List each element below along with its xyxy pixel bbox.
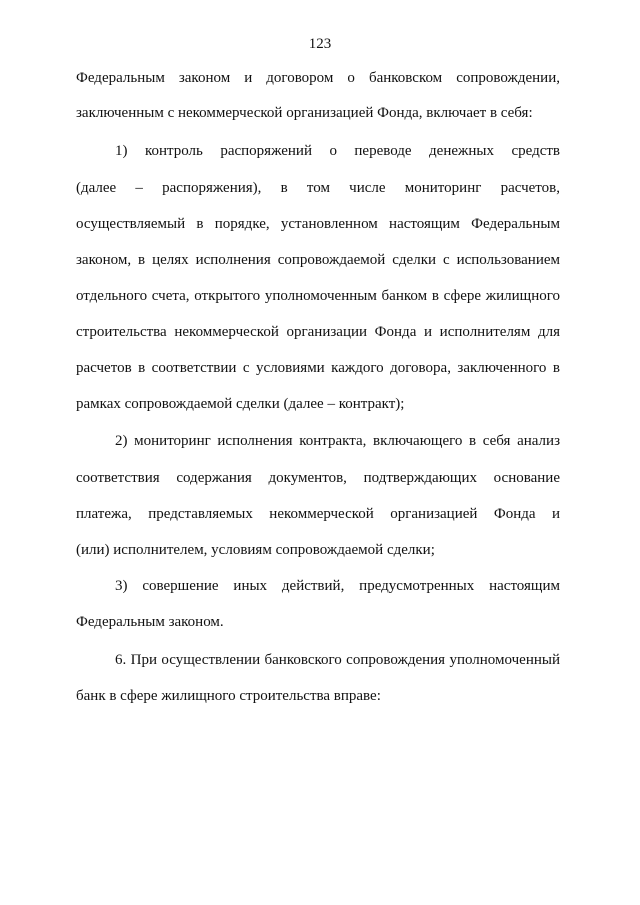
text-line: банк в сфере жилищного строительства вправе: xyxy=(76,688,381,704)
text-line: 6. При осуществлении банковского сопровождения уполномоченный xyxy=(115,652,560,668)
text-line: (или) исполнителем, условиям сопровождаемой сделки; xyxy=(76,542,435,558)
page-number: 123 xyxy=(308,36,332,52)
text-line: рамках сопровождаемой сделки (далее – контракт); xyxy=(76,396,405,412)
text-line: 3) совершение иных действий, предусмотренных настоящим xyxy=(115,578,560,594)
text-line: 2) мониторинг исполнения контракта, включающего в себя анализ xyxy=(115,433,560,449)
text-line: Федеральным законом и договором о банковском сопровождении, xyxy=(76,70,560,86)
text-line: отдельного счета, открытого уполномоченным банком в сфере жилищного xyxy=(76,288,560,304)
text-line: осуществляемый в порядке, установленном настоящим Федеральным xyxy=(76,216,560,232)
text-line: 1) контроль распоряжений о переводе денежных средств xyxy=(115,143,560,159)
text-line: платежа, представляемых некоммерческой организацией Фонда и xyxy=(76,506,560,522)
text-line: законом, в целях исполнения сопровождаемой сделки с использованием xyxy=(76,252,560,268)
text-line: соответствия содержания документов, подтверждающих основание xyxy=(76,470,560,486)
text-line: Федеральным законом. xyxy=(76,614,224,630)
text-line: расчетов в соответствии с условиями каждого договора, заключенного в xyxy=(76,360,560,376)
text-line: (далее – распоряжения), в том числе мониторинг расчетов, xyxy=(76,180,560,196)
text-line: строительства некоммерческой организации Фонда и исполнителям для xyxy=(76,324,560,340)
text-line: заключенным с некоммерческой организацией Фонда, включает в себя: xyxy=(76,105,533,121)
